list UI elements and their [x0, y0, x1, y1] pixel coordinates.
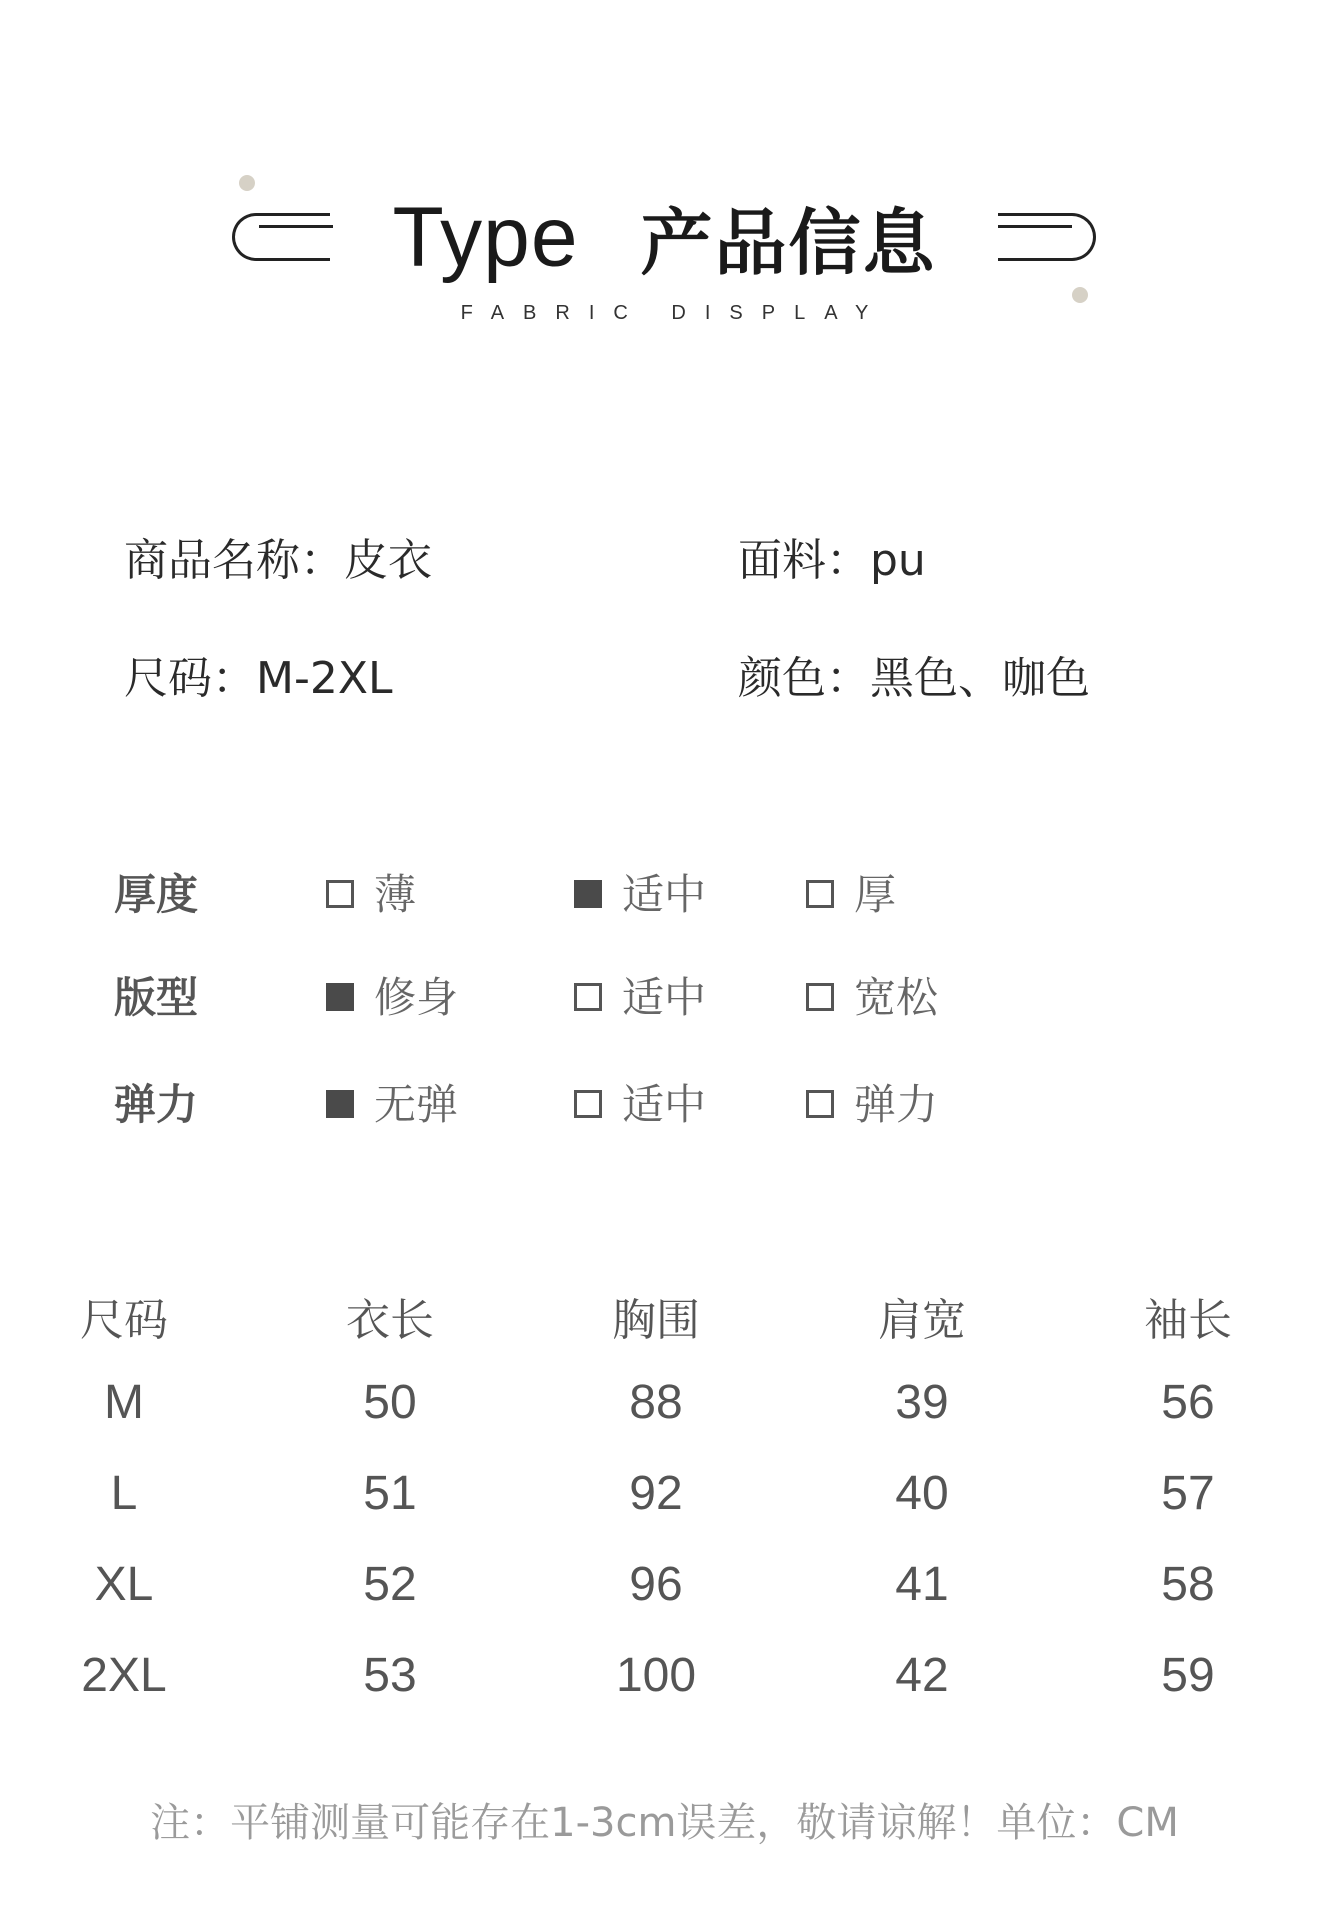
page-subtitle: FABRIC DISPLAY	[460, 302, 888, 324]
table-cell: 88	[629, 1376, 683, 1429]
table-cell: 59	[1161, 1649, 1215, 1702]
title-chinese: 产品信息	[640, 201, 937, 285]
attribute-label: 厚度	[114, 870, 199, 919]
attribute-row-fit	[0, 965, 1329, 1025]
attribute-option: 宽松	[806, 965, 938, 1021]
attribute-option: 适中	[574, 1072, 706, 1128]
product-name: 商品名称：皮衣	[124, 535, 432, 586]
table-cell: XL	[94, 1558, 154, 1611]
table-cell: 52	[363, 1558, 417, 1611]
product-size-range: 尺码：M-2XL	[124, 653, 393, 704]
table-header-cell: 袖长	[1144, 1295, 1232, 1346]
table-cell: M	[104, 1376, 144, 1429]
product-fabric: 面料：pu	[738, 535, 926, 586]
attribute-option: 弹力	[806, 1072, 938, 1128]
attribute-label: 弹力	[114, 1080, 199, 1129]
title-english: Type	[392, 189, 579, 284]
table-cell: 39	[895, 1376, 949, 1429]
table-cell: 51	[363, 1467, 417, 1520]
size-table	[0, 1284, 1329, 1739]
product-colors: 颜色：黑色、咖色	[738, 653, 1090, 704]
unchecked-box-icon	[806, 983, 834, 1011]
attribute-label: 版型	[114, 973, 199, 1022]
attribute-option: 薄	[326, 862, 416, 918]
decorative-dot	[1072, 287, 1088, 303]
table-header-row	[0, 1284, 1329, 1375]
table-cell: 42	[895, 1649, 949, 1702]
table-header-cell: 衣长	[346, 1295, 434, 1346]
unchecked-box-icon	[574, 1090, 602, 1118]
page-title	[0, 185, 1329, 289]
table-cell: 57	[1161, 1467, 1215, 1520]
checked-box-icon	[326, 1090, 354, 1118]
unchecked-box-icon	[326, 880, 354, 908]
table-cell: 56	[1161, 1376, 1215, 1429]
table-cell: 53	[363, 1649, 417, 1702]
unchecked-box-icon	[806, 880, 834, 908]
table-cell: 58	[1161, 1558, 1215, 1611]
table-cell: 92	[629, 1467, 683, 1520]
table-row	[0, 1557, 1329, 1648]
measurement-note: 注：平铺测量可能存在1-3cm误差，敬请谅解！单位：CM	[150, 1800, 1179, 1846]
table-row	[0, 1375, 1329, 1466]
attribute-option: 适中	[574, 862, 706, 918]
attribute-option: 厚	[806, 862, 896, 918]
right-bracket-decoration	[998, 213, 1096, 261]
unchecked-box-icon	[806, 1090, 834, 1118]
table-cell: 100	[615, 1649, 697, 1702]
table-cell: L	[110, 1467, 138, 1520]
table-cell: 50	[363, 1376, 417, 1429]
table-cell: 96	[629, 1558, 683, 1611]
table-header-cell: 尺码	[80, 1295, 168, 1346]
attribute-option: 适中	[574, 965, 706, 1021]
attribute-option: 修身	[326, 965, 458, 1021]
attribute-option: 无弹	[326, 1072, 458, 1128]
table-cell: 41	[895, 1558, 949, 1611]
table-cell: 40	[895, 1467, 949, 1520]
checked-box-icon	[574, 880, 602, 908]
table-row	[0, 1648, 1329, 1739]
table-cell: 2XL	[81, 1649, 167, 1702]
table-row	[0, 1466, 1329, 1557]
unchecked-box-icon	[574, 983, 602, 1011]
checked-box-icon	[326, 983, 354, 1011]
attribute-row-thickness	[0, 862, 1329, 922]
table-header-cell: 肩宽	[878, 1295, 966, 1346]
table-header-cell: 胸围	[612, 1295, 700, 1346]
attribute-row-elasticity	[0, 1072, 1329, 1132]
